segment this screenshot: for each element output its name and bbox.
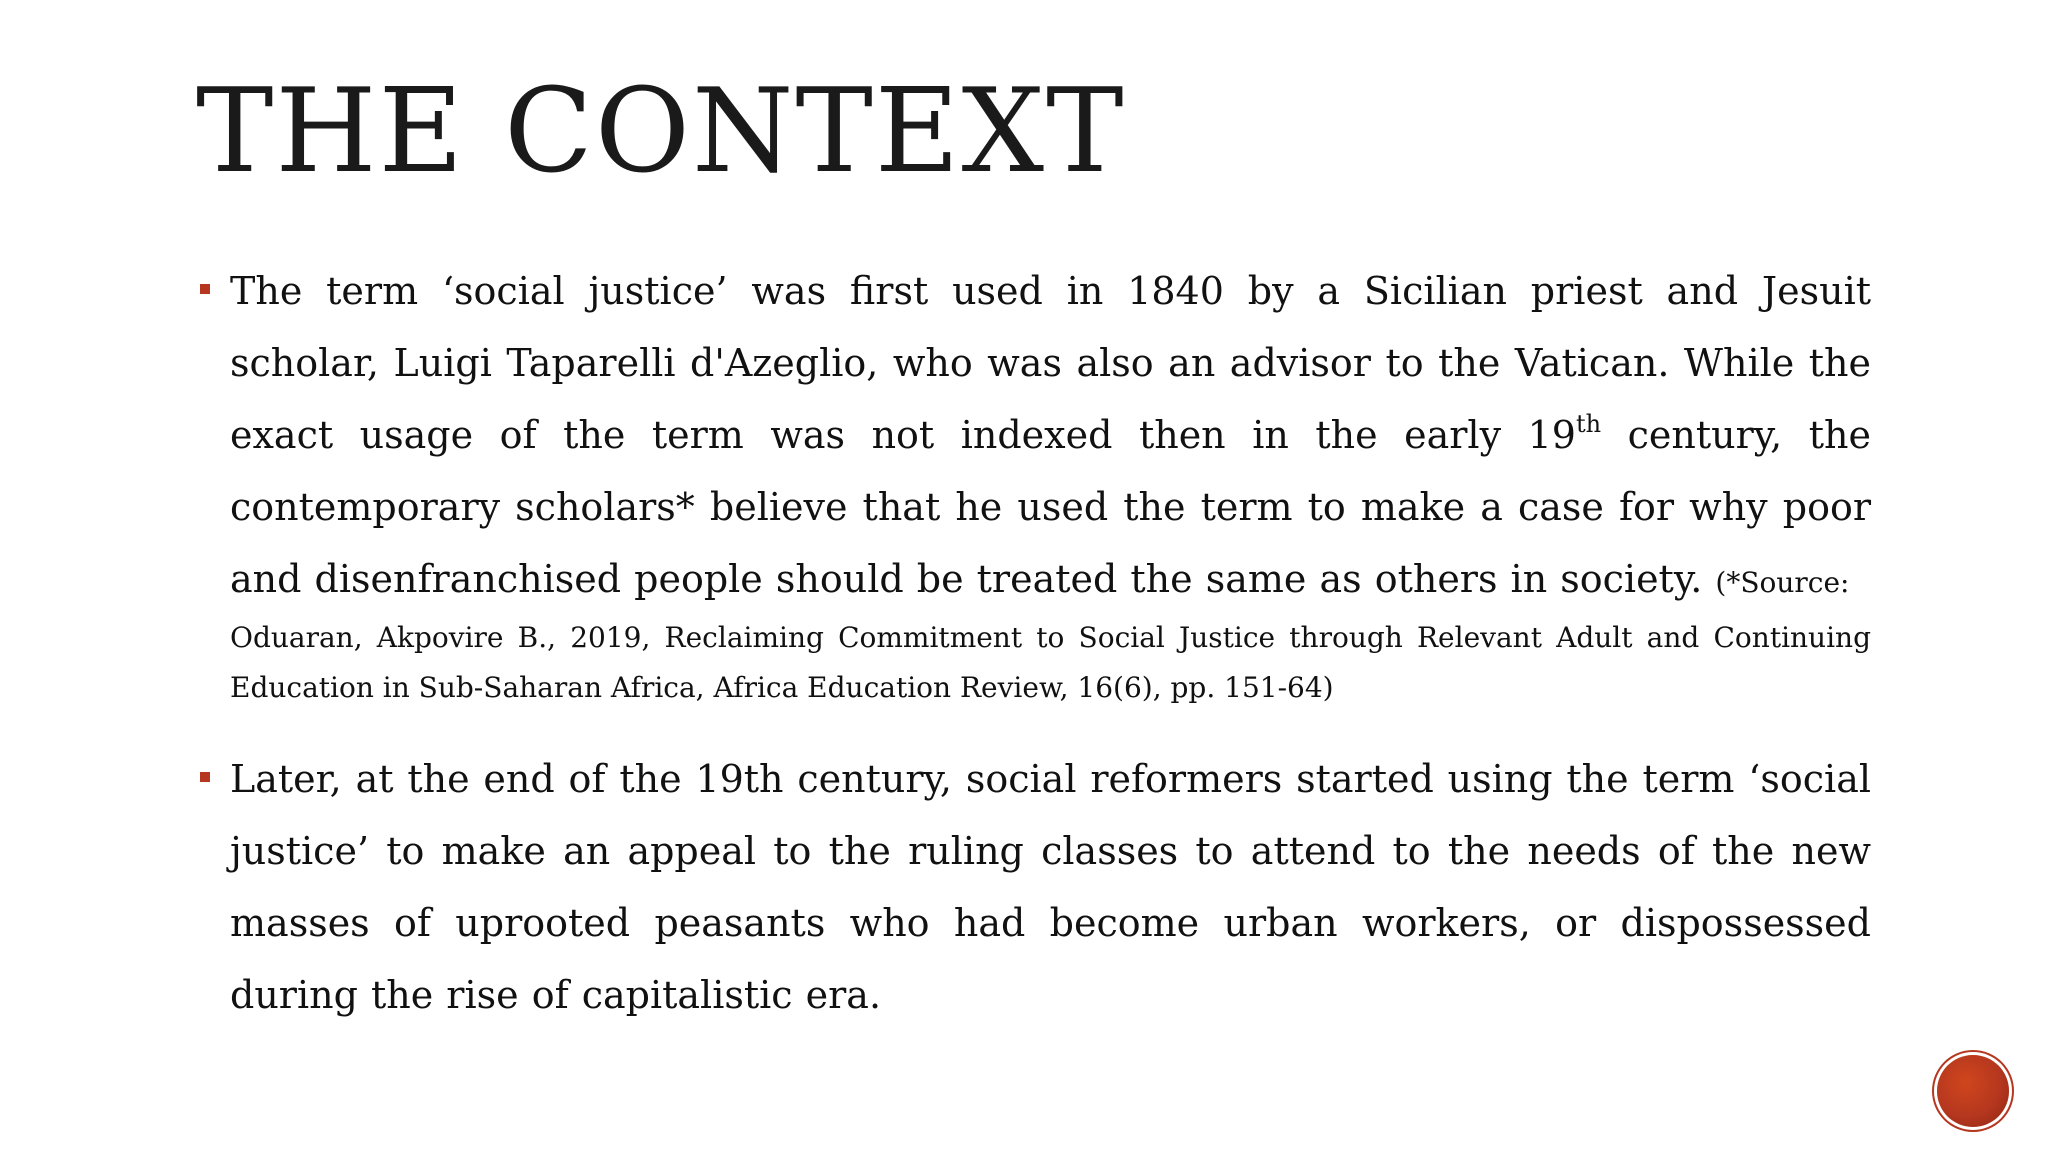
citation-label: (*Source: [1715,566,1850,599]
slide-nav-button[interactable] [1937,1055,2009,1127]
bullet-text: Later, at the end of the 19th century, social reformers started using the term ‘social justice’ to make an appeal to the ruling classes to attend to the needs of the new masses of uprooted peasants who had become urban workers, or dispossessed during the rise of capitalistic era. [230,757,1871,1017]
bullet-item-reformers [196,743,1871,1031]
bullet-text-part: The term ‘social justice’ was first used in 1840 by a Sicilian priest and Jesuit scholar, Luigi Taparelli d'Azeglio, who was also an advisor to the Vatican. While the exact usage of the term was not indexed then in the early 19 [230,269,1871,457]
bullet-item-origin [196,255,1871,713]
bullet-text-part: century, the contemporary scholars* believe that he used the term to make a case for why poor and disenfranchised people should be treated the same as others in society. [230,413,1871,601]
bullet-list [196,255,1871,1061]
slide-title: THE CONTEXT [196,64,1126,199]
square-bullet-icon [200,284,210,294]
bullet-text [230,255,1871,619]
square-bullet-icon [200,772,210,782]
citation-text: Oduaran, Akpovire B., 2019, Reclaiming Commitment to Social Justice through Relevant Adult and Continuing Education in Sub-Saharan Africa, Africa Education Review, 16(6), pp. 151-64) [230,621,1871,704]
ordinal-suffix: th [1575,410,1602,438]
